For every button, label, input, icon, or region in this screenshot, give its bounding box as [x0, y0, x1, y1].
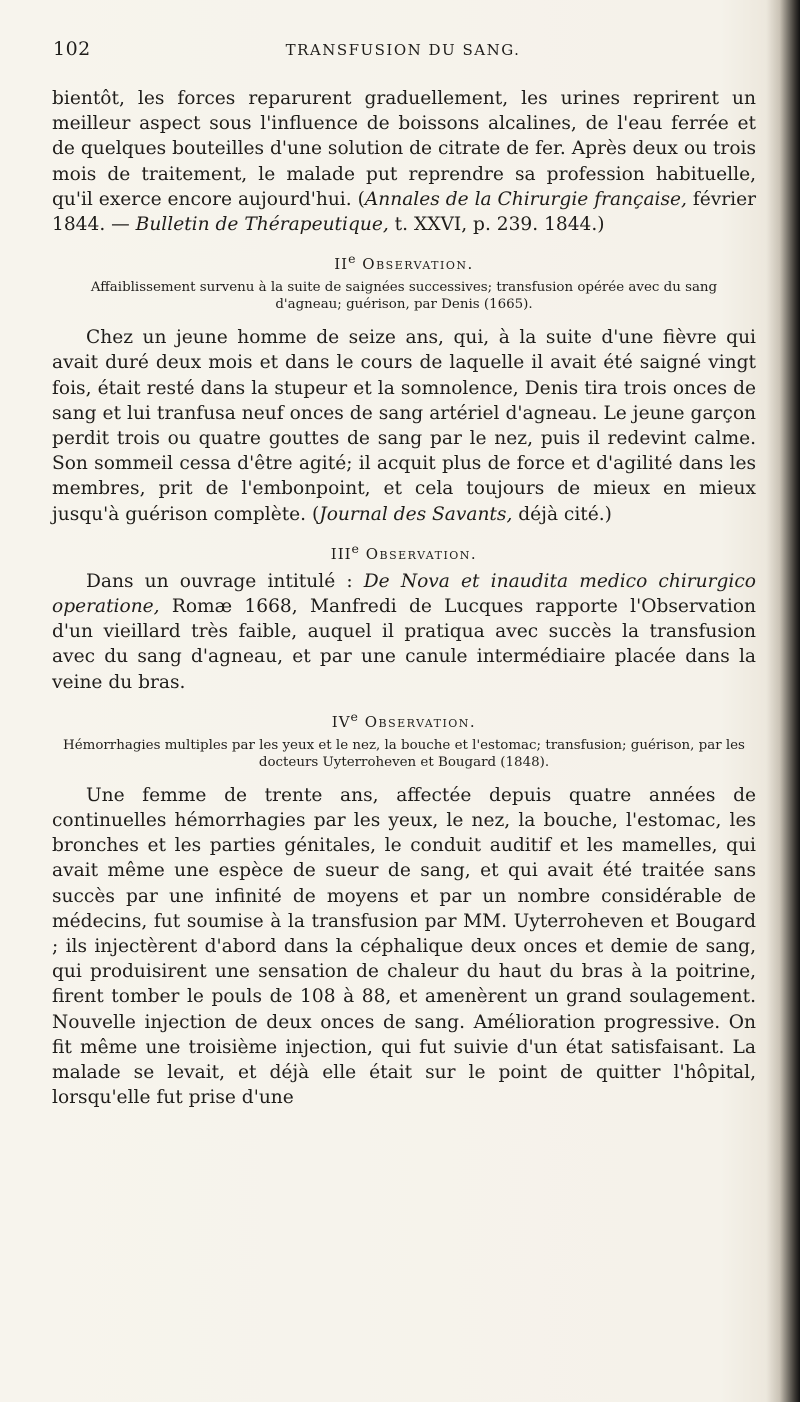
observation-4-heading: IVe Observation.	[331, 708, 477, 731]
citation-journal-savants: Journal des Savants,	[319, 503, 513, 525]
citation-de-nova: De Nova et inaudita medico chirurgico operatione,	[52, 570, 756, 618]
observation-4-paragraph: Une femme de trente ans, affectée depuis quatre années de continuelles hémorrhagies par les yeux, le nez, la bouche, l'estomac, les bronches et les parties génitales, le conduit auditif et les mamelles, qui avait même une espèce de sueur de sang, et qui avait été traitée sans succès par une infinité de moyens et par un nombre considérable de médecins, fut soumise à la transfusion par MM. Uyterroheven et Bougard ; ils injectèrent d'abord dans la céphalique deux onces et demie de sang, qui produisirent une sensation de chaleur du haut du bras à la poitrine, firent tomber le pouls de 108 à 88, et amenèrent un grand soulagement. Nouvelle injection de deux onces de sang. Amélioration progressive. On fit même une troisième injection, qui fut suivie d'un état satisfaisant. La malade se levait, et déjà elle était sur le point de quitter l'hôpital, lorsqu'elle fut prise d'une	[52, 784, 756, 1109]
page-binding-edge	[766, 0, 800, 1402]
citation-annales: Annales de la Chirurgie française,	[364, 188, 687, 210]
citation-bulletin: Bulletin de Thérapeutique,	[135, 214, 389, 236]
intro-paragraph: bientôt, les forces reparurent graduellement, les urines reprirent un meilleur aspect sous l'influence de boissons alcalines, de l'eau ferrée et de quelques bouteilles d'une solution de citrate de fer. Après deux ou trois mois de traitement, le malade put reprendre sa profession habituelle, qu'il exerce encore aujourd'hui. (Annales de la Chirurgie française, février 1844. — Bulletin de Thérapeutique, t. XXVI, p. 239. 1844.)	[52, 88, 756, 236]
running-head: TRANSFUSION DU SANG.	[285, 41, 521, 59]
page-content	[52, 86, 756, 1111]
observation-4-summary: Hémorrhagies multiples par les yeux et le nez, la bouche et l'estomac; transfusion; guérison, par les docteurs Uyterroheven et Bougard (1848).	[63, 737, 745, 770]
observation-2-paragraph: Chez un jeune homme de seize ans, qui, à la suite d'une fièvre qui avait duré deux mois et dans le cours de laquelle il avait été saigné vingt fois, était resté dans la stupeur et la somnolence, Denis tira trois onces de sang et lui tranfusa neuf onces de sang artériel d'agneau. Le jeune garçon perdit trois ou quatre gouttes de sang par le nez, puis il redevint calme. Son sommeil cessa d'être agité; il acquit plus de force et d'agilité dans les membres, prit de l'embonpoint, et cela toujours de mieux en mieux jusqu'à guérison complète. (Journal des Savants, déjà cité.)	[52, 327, 756, 525]
page-number: 102	[53, 38, 91, 60]
observation-3-paragraph: Dans un ouvrage intitulé : De Nova et inaudita medico chirurgico operatione, Romæ 1668, Manfredi de Lucques rapporte l'Observation d'un vieillard très faible, auquel il pratiqua avec succès la transfusion avec du sang d'agneau, et par une canule intermédiaire placée dans la veine du bras.	[52, 570, 756, 693]
observation-2-summary: Affaiblissement survenu à la suite de saignées successives; transfusion opérée avec du sang d'agneau; guérison, par Denis (1665).	[90, 280, 718, 313]
observation-3-heading: IIIe Observation.	[330, 540, 478, 563]
page-header	[53, 38, 753, 64]
observation-2-heading: IIe Observation.	[334, 251, 474, 274]
